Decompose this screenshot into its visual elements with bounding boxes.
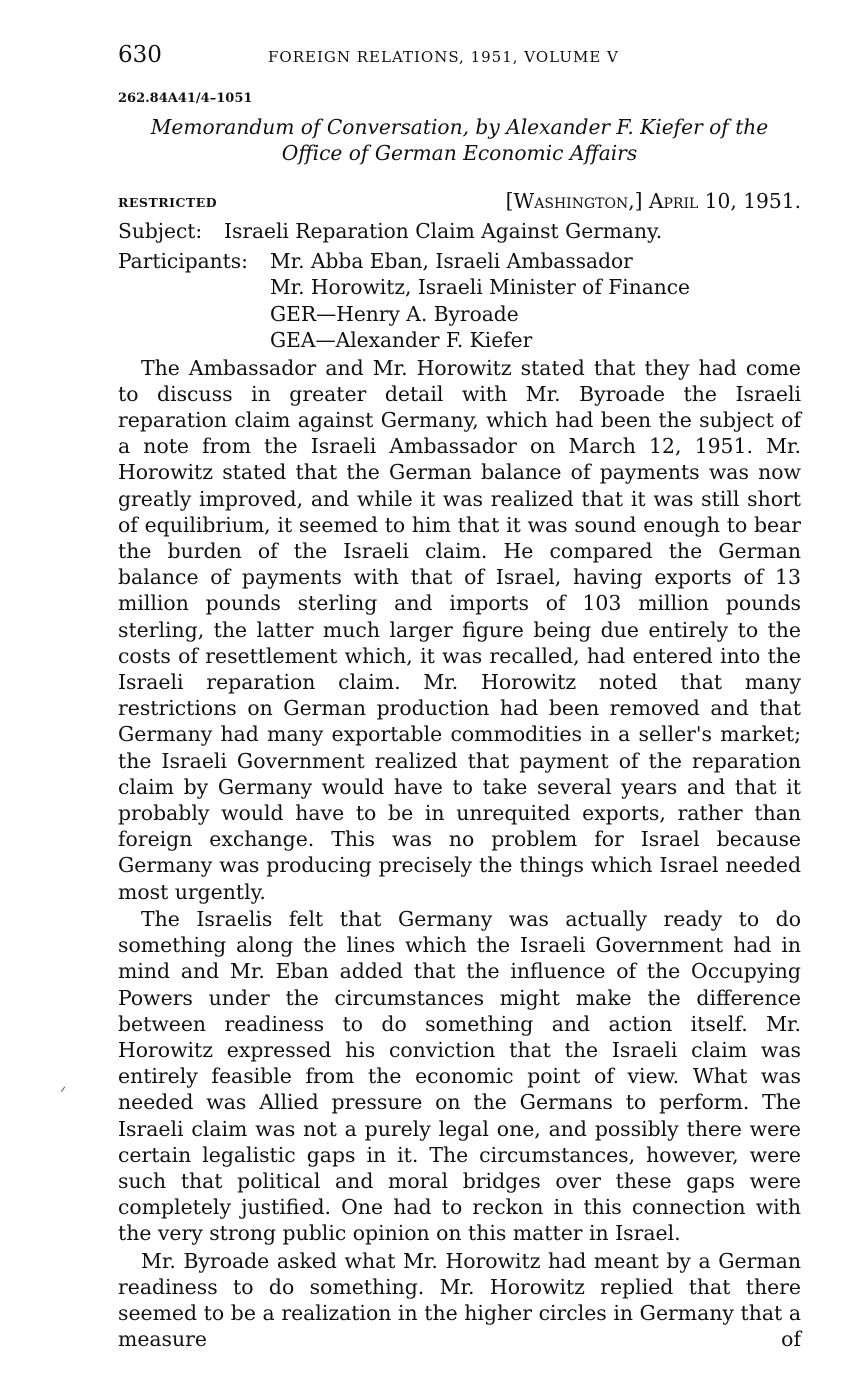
subject-line [118,218,801,244]
memorandum-body [118,355,801,1353]
participants-block [118,248,801,354]
body-paragraph: The Israelis felt that Germany was actually ready to do something along the lines which the Israeli Government had in mind and Mr. Eban added that the influence of the Occupying Powers under the circumstances might make the difference between readiness to do something and action itself. Mr. Horowitz expressed his conviction that the Israeli claim was entirely feasible from the economic point of view. What was needed was Allied pressure on the Germans to perform. The Israeli claim was not a purely legal one, and possibly there were certain legalistic gaps in it. The circumstances, however, were such that political and moral bridges over these gaps were completely justified. One had to reckon in this connection with the very strong public opinion on this matter in Israel. [118,906,801,1246]
running-head: FOREIGN RELATIONS, 1951, VOLUME V [268,48,619,66]
subject-text: Israeli Reparation Claim Against Germany. [224,219,663,243]
classification-label: RESTRICTED [118,195,218,210]
place-and-date: [Washington,] April 10, 1951. [505,189,801,213]
margin-mark [61,1087,70,1096]
subject-label: Subject: [118,219,203,243]
participant-item: GEA—Alexander F. Kiefer [270,328,533,353]
file-reference: 262.84A41/4–1051 [118,91,253,106]
body-paragraph: The Ambassador and Mr. Horowitz stated that they had come to discuss in greater detail with Mr. Byroade the Israeli reparation claim against Germany, which had been the subject of a note from the Israeli Ambassador on March 12, 1951. Mr. Horowitz stated that the German balance of payments was now greatly improved, and while it was realized that it was still short of equilibrium, it seemed to him that it was sound enough to bear the burden of the Israeli claim. He compared the German balance of payments with that of Israel, having exports of 13 million pounds sterling and imports of 103 million pounds sterling, the latter much larger figure being due entirely to the costs of resettlement which, it was recalled, had entered into the Israeli reparation claim. Mr. Horowitz noted that many restrictions on German production had been removed and that Germany had many exportable commodities in a seller's market; the Israeli Government realized that payment of the reparation claim by Germany would have to take several years and that it probably would have to be in unrequited exports, rather than foreign exchange. This was no problem for Israel because Germany was producing precisely the things which Israel needed most urgently. [118,355,801,904]
participants-label: Participants: [118,249,248,273]
page-number: 630 [118,42,162,68]
body-paragraph: Mr. Byroade asked what Mr. Horowitz had meant by a German readiness to do something. Mr. Horowitz replied that there seemed to be a realization in the higher circles in Germany that a measure of [118,1248,801,1352]
dateline [118,188,801,216]
participant-item: GER—Henry A. Byroade [270,301,519,326]
document-title: Memorandum of Conversation, by Alexander F. Kiefer of the Office of German Economic Affairs [150,115,769,165]
participant-item: Mr. Abba Eban, Israeli Ambassador [270,249,633,273]
page-header [118,40,801,72]
participant-item: Mr. Horowitz, Israeli Minister of Finance [270,275,690,300]
document-page [118,40,801,1353]
participants-list [270,248,690,354]
